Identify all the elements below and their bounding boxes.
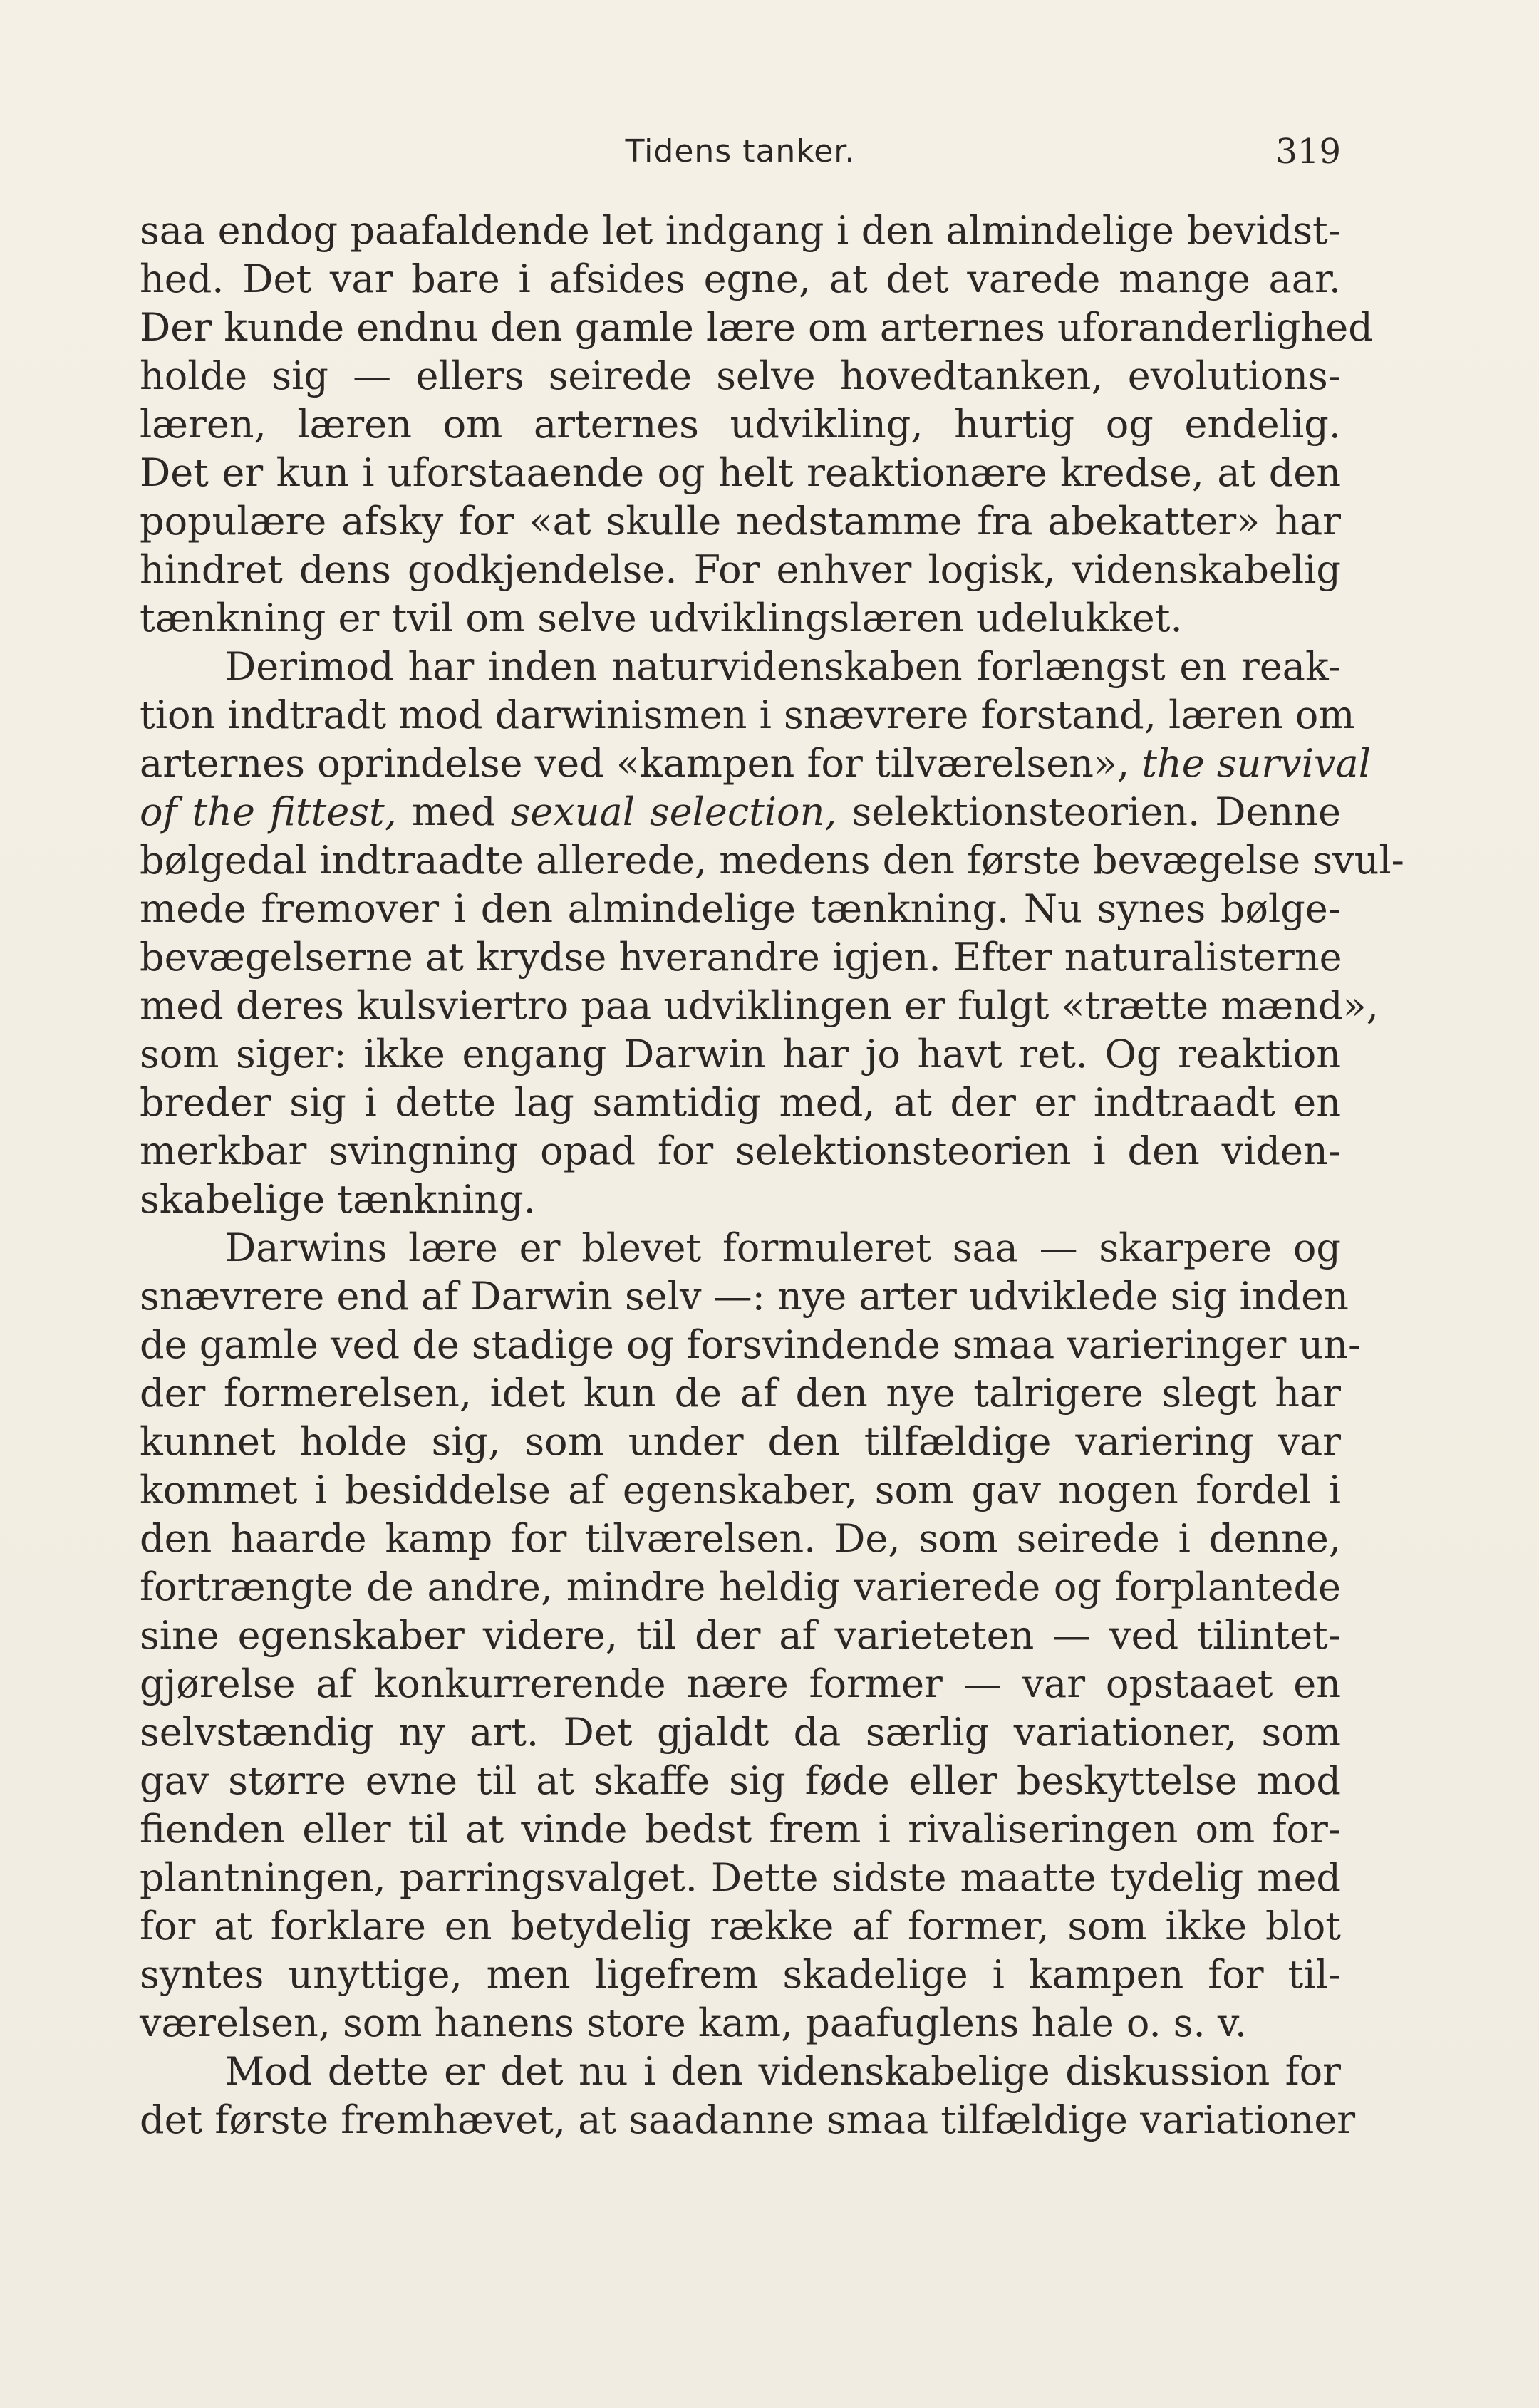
text-line: fienden eller til at vinde bedst frem i rivaliseringen om for-: [140, 1807, 1341, 1852]
text-line: populære afsky for «at skulle nedstamme fra abekatter» har: [140, 499, 1341, 544]
italic-term: of the fittest,: [140, 789, 397, 834]
text-line: for at forklare en betydelig række af former, som ikke blot: [140, 1904, 1341, 1948]
italic-term: sexual selection,: [510, 789, 837, 834]
text-line: hed. Det var bare i afsides egne, at det varede mange aar.: [140, 256, 1341, 301]
text-line: plantningen, parringsvalget. Dette sidste maatte tydelig med: [140, 1855, 1341, 1900]
text-line: Darwins lære er blevet formuleret saa — skarpere og: [225, 1225, 1341, 1270]
text-line: fortrængte de andre, mindre heldig varierede og forplantede: [140, 1564, 1341, 1609]
italic-term: the survival: [1141, 741, 1371, 786]
text-line: bølgedal indtraadte allerede, medens den første bevægelse svul-: [140, 838, 1404, 883]
text-segment: med: [396, 789, 511, 834]
text-line: de gamle ved de stadige og forsvindende smaa varieringer un-: [140, 1322, 1362, 1367]
text-line-mixed: [140, 788, 1341, 836]
text-line: bevægelserne at krydse hverandre igjen. Efter naturalisterne: [140, 935, 1342, 980]
text-line: breder sig i dette lag samtidig med, at der er indtraadt en: [140, 1080, 1341, 1125]
text-line: snævrere end af Darwin selv —: nye arter udviklede sig inden: [140, 1274, 1349, 1319]
body-text: [140, 207, 1404, 2144]
text-line: Det er kun i uforstaaende og helt reaktionære kredse, at den: [140, 450, 1341, 495]
text-line: Mod dette er det nu i den videnskabelige diskussion for: [225, 2049, 1341, 2094]
text-line-mixed: [140, 739, 1371, 788]
text-line: kommet i besiddelse af egenskaber, som gav nogen fordel i: [140, 1468, 1341, 1512]
running-title: Tidens tanker.: [625, 133, 856, 170]
text-line: tion indtradt mod darwinismen i snævrere forstand, læren om: [140, 692, 1355, 737]
text-line: selvstændig ny art. Det gjaldt da særlig variationer, som: [140, 1710, 1341, 1755]
text-line: sine egenskaber videre, til der af varieteten — ved tilintet-: [140, 1613, 1341, 1658]
text-line: gjørelse af konkurrerende nære former — var opstaaet en: [140, 1661, 1341, 1706]
text-line: læren, læren om arternes udvikling, hurtig og endelig.: [140, 402, 1341, 447]
text-line: merkbar svingning opad for selektionsteorien i den viden-: [140, 1128, 1341, 1173]
text-line: det første fremhævet, at saadanne smaa tilfældige variationer: [140, 2097, 1356, 2142]
text-line: tænkning er tvil om selve udviklingslæren udelukket.: [140, 596, 1183, 640]
text-line: gav større evne til at skaffe sig føde eller beskyttelse mod: [140, 1758, 1341, 1803]
text-line: mede fremover i den almindelige tænkning. Nu synes bølge-: [140, 886, 1341, 931]
text-line: saa endog paafaldende let indgang i den almindelige bevidst-: [140, 208, 1341, 253]
text-line: Der kunde endnu den gamle lære om arternes uforanderlighed: [140, 305, 1373, 350]
page-number: 319: [1275, 132, 1341, 172]
text-segment: selektionsteorien. Denne: [836, 789, 1342, 834]
text-line: Derimod har inden naturvidenskaben forlængst en reak-: [225, 644, 1341, 689]
text-line: skabelige tænkning.: [140, 1177, 536, 1222]
text-segment: arternes oprindelse ved «kampen for tilværelsen»,: [140, 741, 1142, 786]
text-line: holde sig — ellers seirede selve hovedtanken, evolutions-: [140, 353, 1341, 398]
text-line: hindret dens godkjendelse. For enhver logisk, videnskabelig: [140, 547, 1341, 592]
text-line: der formerelsen, idet kun de af den nye talrigere slegt har: [140, 1371, 1341, 1416]
text-line: som siger: ikke engang Darwin har jo havt ret. Og reaktion: [140, 1032, 1341, 1076]
running-head: [140, 127, 1341, 177]
text-line: kunnet holde sig, som under den tilfældige variering var: [140, 1419, 1341, 1464]
text-line: syntes unyttige, men ligefrem skadelige i kampen for til-: [140, 1952, 1341, 1997]
text-line: værelsen, som hanens store kam, paafuglens hale o. s. v.: [140, 2000, 1248, 2045]
text-line: den haarde kamp for tilværelsen. De, som seirede i denne,: [140, 1516, 1341, 1561]
text-line: med deres kulsviertro paa udviklingen er fulgt «trætte mænd»,: [140, 983, 1379, 1028]
